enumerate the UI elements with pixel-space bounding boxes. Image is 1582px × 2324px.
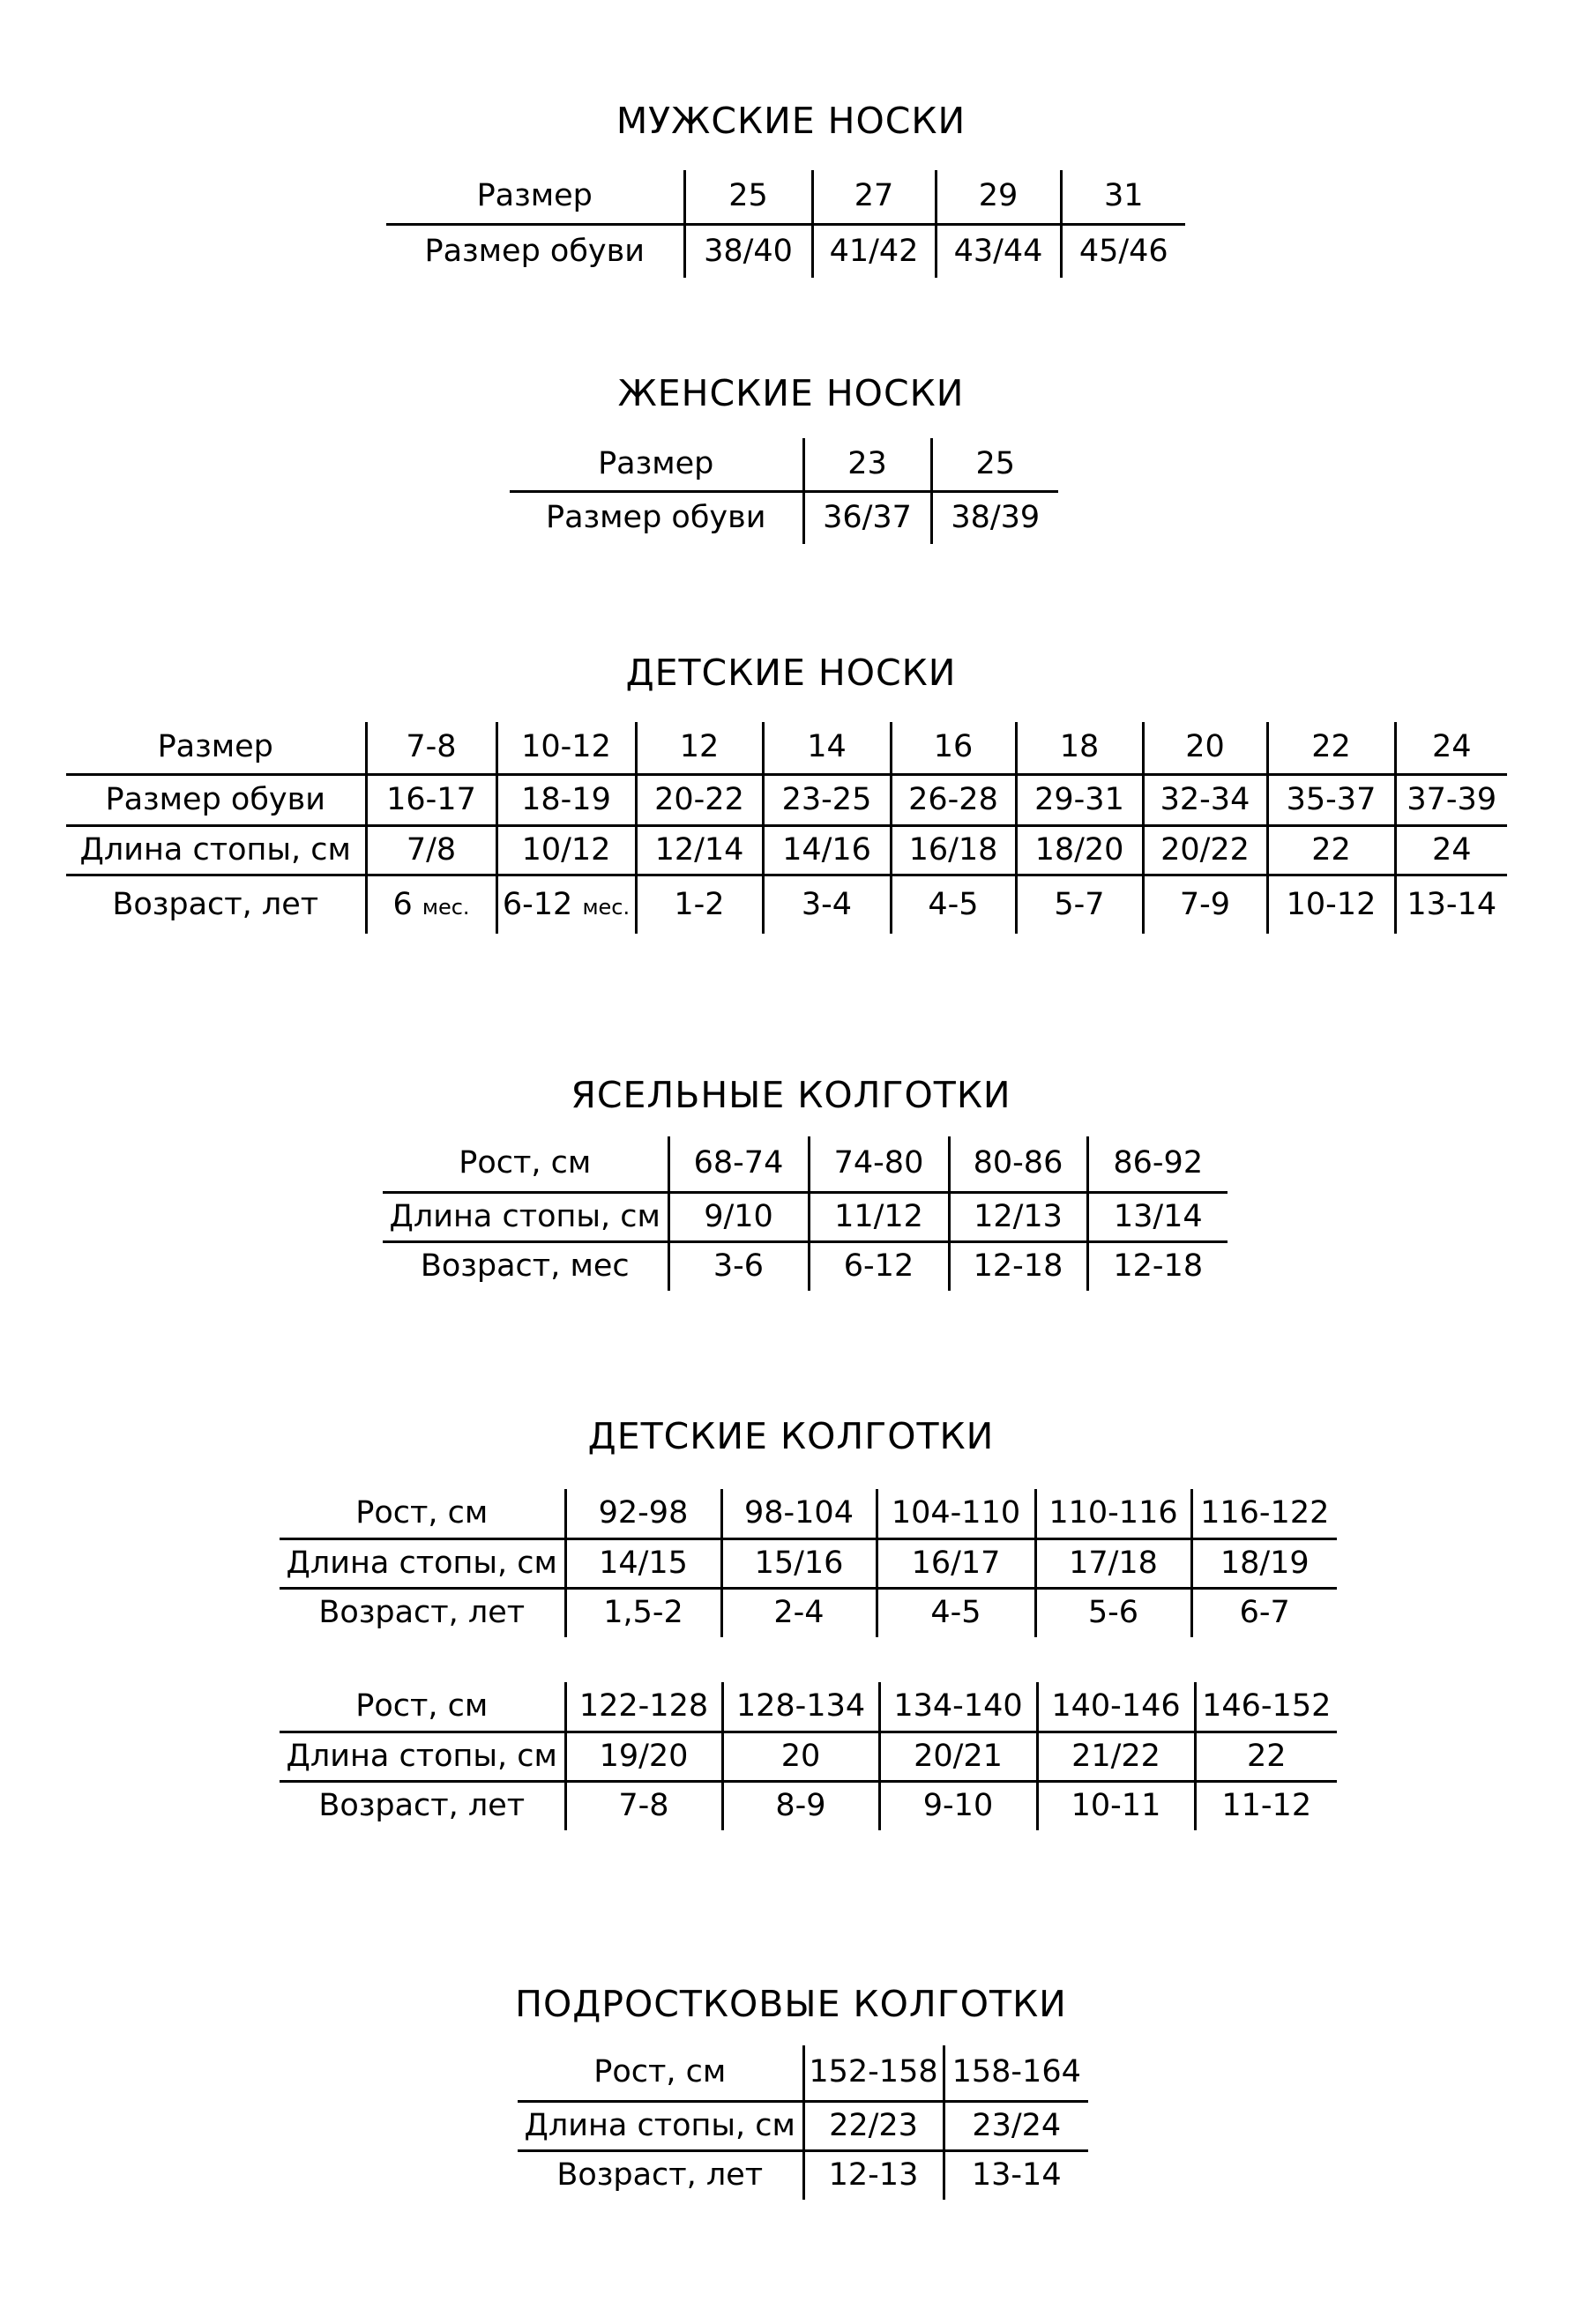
table-cell: 10/12: [496, 825, 636, 875]
row-label: Возраст, лет: [556, 2157, 764, 2194]
row-label: Рост, см: [383, 1136, 668, 1192]
table-cell: 35-37: [1267, 774, 1395, 825]
table-cell: 32-34: [1143, 774, 1267, 825]
table-cell: 1,5-2: [565, 1588, 721, 1637]
table-cell: 16/17: [877, 1538, 1035, 1588]
table-row: [280, 1588, 1337, 1637]
table-cell: 80-86: [949, 1136, 1087, 1192]
table-cell: 25: [684, 170, 812, 224]
row-label: Размер: [66, 722, 366, 774]
table-row: [510, 438, 1058, 491]
row-label: Возраст, мес: [420, 1248, 630, 1285]
table-cell: 18-19: [496, 774, 636, 825]
table-cell: 74-80: [809, 1136, 949, 1192]
table-cell: 14/15: [565, 1538, 721, 1588]
table-cell: 12-18: [949, 1241, 1087, 1291]
table-cell: 29: [936, 170, 1061, 224]
table-row: [280, 1538, 1337, 1588]
table-cell: 20/21: [879, 1732, 1037, 1781]
table-cell: 140-146: [1037, 1682, 1195, 1732]
row-label: Длина стопы, см: [280, 1732, 565, 1781]
table-cell: 3-6: [668, 1241, 809, 1291]
table-cell: 7-9: [1143, 875, 1267, 934]
table-cell: 20-22: [636, 774, 763, 825]
table-cell: 1-2: [636, 875, 763, 934]
table-cell: 110-116: [1035, 1489, 1191, 1538]
table-cell: 29-31: [1016, 774, 1143, 825]
table-cell: 146-152: [1195, 1682, 1337, 1732]
table-cell: 22/23: [803, 2101, 944, 2150]
table-row: [66, 722, 1507, 774]
table-cell: 116-122: [1191, 1489, 1337, 1538]
table-cell: 22: [1267, 825, 1395, 875]
table-row: [280, 1682, 1337, 1732]
row-label: Размер обуви: [545, 500, 766, 536]
table-cell: 26-28: [891, 774, 1016, 825]
table-row: [280, 1489, 1337, 1538]
nursery-tights-table: [383, 1136, 1228, 1291]
table-cell: 10-11: [1037, 1781, 1195, 1830]
table-cell: 18: [1016, 722, 1143, 774]
table-cell: 2-4: [721, 1588, 877, 1637]
table-cell: 98-104: [721, 1489, 877, 1538]
row-label: Возраст, лет: [112, 886, 319, 922]
table-cell: 12/13: [949, 1192, 1087, 1241]
men-socks-title: МУЖСКИЕ НОСКИ: [616, 100, 966, 142]
teen-tights-title: ПОДРОСТКОВЫЕ КОЛГОТКИ: [515, 1983, 1067, 2025]
table-cell: 21/22: [1037, 1732, 1195, 1781]
table-row: [510, 491, 1058, 544]
cell-value: 6: [392, 886, 413, 922]
table-cell: 23: [803, 438, 931, 491]
table-cell: 24: [1395, 825, 1507, 875]
table-cell: 122-128: [565, 1682, 722, 1732]
table-cell: 20: [722, 1732, 879, 1781]
table-cell: 4-5: [877, 1588, 1035, 1637]
table-cell: 19/20: [565, 1732, 722, 1781]
kids-socks-title: ДЕТСКИЕ НОСКИ: [625, 652, 957, 694]
table-cell: 12: [636, 722, 763, 774]
row-label: Рост, см: [518, 2045, 803, 2101]
table-cell: 4-5: [891, 875, 1016, 934]
row-label: Размер обуви: [66, 774, 366, 825]
kids-socks-table: [66, 722, 1507, 934]
table-cell: 86-92: [1087, 1136, 1228, 1192]
table-cell: 9/10: [668, 1192, 809, 1241]
table-cell: 20: [1143, 722, 1267, 774]
table-cell: 23-25: [763, 774, 891, 825]
table-cell: 23/24: [944, 2101, 1088, 2150]
table-cell: 12-18: [1087, 1241, 1228, 1291]
table-cell: 158-164: [944, 2045, 1088, 2101]
table-cell: 27: [812, 170, 936, 224]
table-row: [518, 2045, 1088, 2101]
table-cell: 18/19: [1191, 1538, 1337, 1588]
row-label: Длина стопы, см: [383, 1192, 668, 1241]
table-cell: 17/18: [1035, 1538, 1191, 1588]
table-row: [66, 825, 1507, 875]
table-row: [383, 1136, 1228, 1192]
table-cell: 22: [1195, 1732, 1337, 1781]
table-cell: 43/44: [936, 224, 1061, 278]
table-cell: 128-134: [722, 1682, 879, 1732]
row-label: Длина стопы, см: [518, 2101, 803, 2150]
kids-tights-table-2: [280, 1682, 1337, 1830]
table-cell: 152-158: [803, 2045, 944, 2101]
table-cell: 38/39: [931, 491, 1058, 544]
table-cell: 8-9: [722, 1781, 879, 1830]
table-cell: 3-4: [763, 875, 891, 934]
row-label: Размер: [510, 438, 803, 491]
teen-tights-table: [518, 2045, 1088, 2200]
table-cell: 6-7: [1191, 1588, 1337, 1637]
table-row: [280, 1732, 1337, 1781]
kids-tights-table-1: [280, 1489, 1337, 1637]
table-cell: 7/8: [366, 825, 496, 875]
table-cell: 14/16: [763, 825, 891, 875]
table-row: [386, 224, 1185, 278]
table-cell: 13-14: [1395, 875, 1507, 934]
table-cell: 12/14: [636, 825, 763, 875]
table-cell: 9-10: [879, 1781, 1037, 1830]
table-cell: 15/16: [721, 1538, 877, 1588]
table-cell: 14: [763, 722, 891, 774]
table-cell: 104-110: [877, 1489, 1035, 1538]
table-cell: 25: [931, 438, 1058, 491]
table-cell: 10-12: [496, 722, 636, 774]
men-socks-table: [386, 170, 1185, 278]
table-cell: 6-12: [809, 1241, 949, 1291]
table-cell: 12-13: [803, 2150, 944, 2200]
table-cell: 7-8: [366, 722, 496, 774]
table-cell: 31: [1061, 170, 1185, 224]
table-row: [66, 875, 1507, 934]
table-cell: 68-74: [668, 1136, 809, 1192]
row-label: Рост, см: [280, 1682, 565, 1732]
table-cell: 16-17: [366, 774, 496, 825]
table-row: [383, 1241, 1228, 1291]
cell-unit: мес.: [422, 894, 470, 920]
row-label: Размер: [386, 170, 684, 224]
row-label: Возраст, лет: [318, 1788, 526, 1824]
table-cell: 38/40: [684, 224, 812, 278]
table-cell: 16/18: [891, 825, 1016, 875]
table-row: [66, 774, 1507, 825]
table-row: [518, 2150, 1088, 2200]
table-row: [280, 1781, 1337, 1830]
table-cell: 18/20: [1016, 825, 1143, 875]
row-label: Длина стопы, см: [66, 825, 366, 875]
row-label: Рост, см: [280, 1489, 565, 1538]
table-cell: 5-6: [1035, 1588, 1191, 1637]
table-cell: 10-12: [1267, 875, 1395, 934]
women-socks-table: [510, 438, 1058, 544]
table-cell: 13-14: [944, 2150, 1088, 2200]
table-cell: 92-98: [565, 1489, 721, 1538]
table-cell: 11/12: [809, 1192, 949, 1241]
women-socks-title: ЖЕНСКИЕ НОСКИ: [617, 372, 965, 414]
table-cell: 20/22: [1143, 825, 1267, 875]
table-cell: 16: [891, 722, 1016, 774]
table-cell: 7-8: [565, 1781, 722, 1830]
table-cell: [496, 875, 636, 934]
nursery-tights-title: ЯСЕЛЬНЫЕ КОЛГОТКИ: [571, 1074, 1011, 1116]
table-cell: 36/37: [803, 491, 931, 544]
table-cell: 5-7: [1016, 875, 1143, 934]
table-cell: 134-140: [879, 1682, 1037, 1732]
kids-tights-title: ДЕТСКИЕ КОЛГОТКИ: [587, 1415, 995, 1457]
row-label: Возраст, лет: [318, 1595, 526, 1631]
row-label: Размер обуви: [424, 233, 645, 269]
table-cell: 41/42: [812, 224, 936, 278]
table-cell: 22: [1267, 722, 1395, 774]
table-row: [518, 2101, 1088, 2150]
table-cell: 24: [1395, 722, 1507, 774]
table-row: [386, 170, 1185, 224]
table-cell: 37-39: [1395, 774, 1507, 825]
cell-unit: мес.: [582, 894, 631, 920]
table-cell: 11-12: [1195, 1781, 1337, 1830]
table-row: [383, 1192, 1228, 1241]
cell-value: 6-12: [502, 886, 573, 922]
row-label: Длина стопы, см: [280, 1538, 565, 1588]
table-cell: 13/14: [1087, 1192, 1228, 1241]
table-cell: 45/46: [1061, 224, 1185, 278]
table-cell: [366, 875, 496, 934]
